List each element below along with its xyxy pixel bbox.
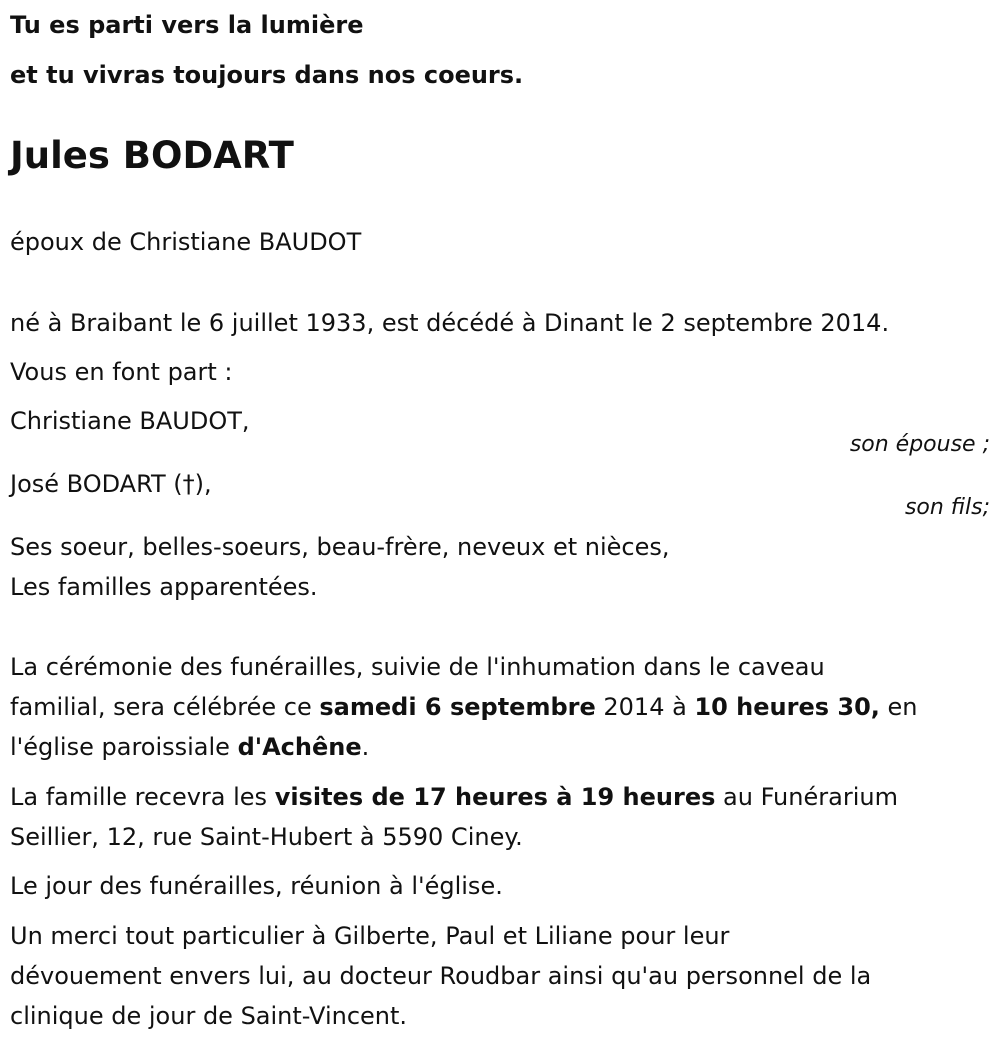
ceremony-text: . <box>361 733 370 761</box>
visits-hours: visites de 17 heures à 19 heures <box>274 783 716 811</box>
spouse-line: époux de Christiane BAUDOT <box>10 228 362 256</box>
relatives-line: Ses soeur, belles-soeurs, beau-frère, neveux et nièces, <box>10 533 670 561</box>
meeting-line: Le jour des funérailles, réunion à l'église. <box>10 872 503 900</box>
family-member-name: José BODART (†), <box>10 470 212 498</box>
thanks-line-3: clinique de jour de Saint-Vincent. <box>10 1002 408 1030</box>
epigraph-line-2: et tu vivras toujours dans nos coeurs. <box>10 61 524 89</box>
epigraph-line-1: Tu es parti vers la lumière <box>10 11 364 39</box>
family-member-relation: son épouse ; <box>849 432 990 457</box>
ceremony-time: 10 heures 30, <box>694 693 880 721</box>
family-member-name: Christiane BAUDOT, <box>10 407 250 435</box>
ceremony-place: d'Achêne <box>237 733 362 761</box>
ceremony-text: en <box>879 693 918 721</box>
visits-line-1 <box>10 782 898 812</box>
ceremony-line-2 <box>10 692 918 722</box>
ceremony-text: 2014 à <box>595 693 695 721</box>
birth-death-line: né à Braibant le 6 juillet 1933, est décédé à Dinant le 2 septembre 2014. <box>10 309 890 337</box>
ceremony-date: samedi 6 septembre <box>319 693 596 721</box>
deceased-name: Jules BODART <box>10 134 294 177</box>
visits-text: au Funérarium <box>715 783 898 811</box>
family-member-relation: son fils; <box>904 495 990 520</box>
ceremony-text: l'église paroissiale <box>10 733 238 761</box>
thanks-line-2: dévouement envers lui, au docteur Roudbar ainsi qu'au personnel de la <box>10 962 872 990</box>
visits-text: La famille recevra les <box>10 783 275 811</box>
visits-line-2: Seillier, 12, rue Saint-Hubert à 5590 Ciney. <box>10 823 523 851</box>
related-families-line: Les familles apparentées. <box>10 573 318 601</box>
ceremony-text: familial, sera célébrée ce <box>10 693 320 721</box>
ceremony-line-1: La cérémonie des funérailles, suivie de l'inhumation dans le caveau <box>10 653 825 681</box>
announce-intro: Vous en font part : <box>10 358 233 386</box>
ceremony-line-3 <box>10 732 369 762</box>
thanks-line-1: Un merci tout particulier à Gilberte, Paul et Liliane pour leur <box>10 922 730 950</box>
